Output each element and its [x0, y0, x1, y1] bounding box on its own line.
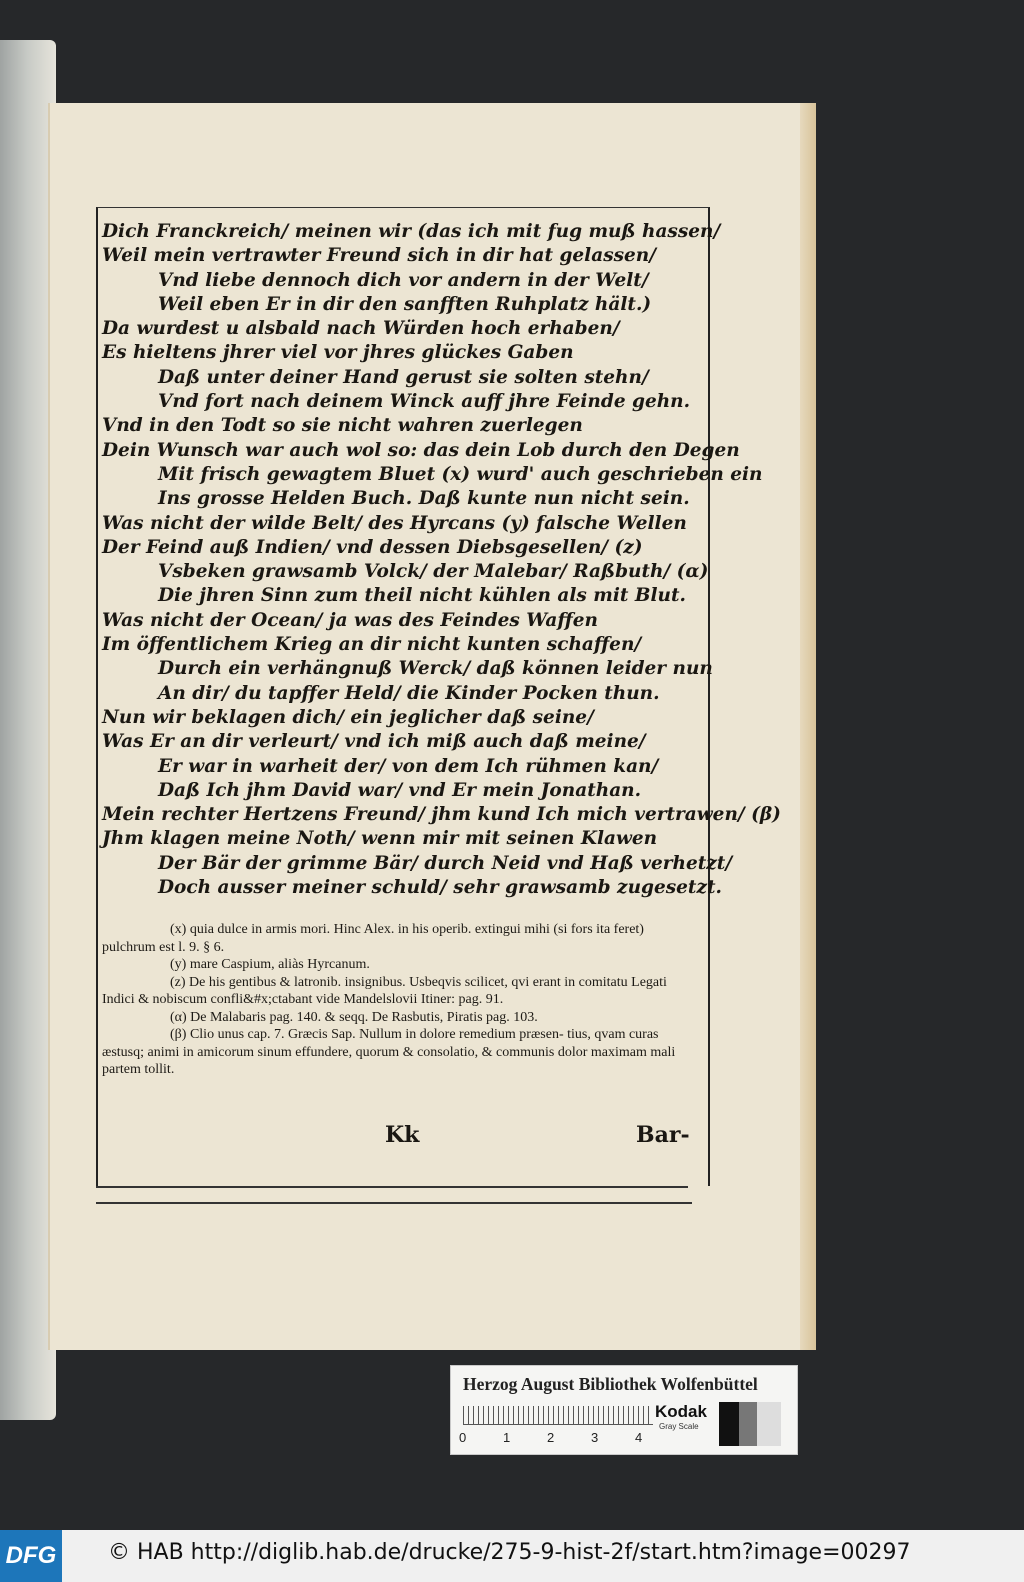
footnote [102, 1009, 697, 1027]
page-edge-shadow [800, 103, 816, 1350]
verse-line: Dich Franckreich/ meinen wir (das ich mit fug muß hassen/ [102, 221, 721, 242]
dfg-logo: DFG [0, 1530, 62, 1582]
verse-line: Die jhren Sinn zum theil nicht kühlen als mit Blut. [158, 585, 686, 607]
ruler-number: 1 [503, 1430, 511, 1445]
verse-line: Der Feind auß Indien/ vnd dessen Diebsgesellen/ (z) [102, 536, 643, 558]
verse-line: Was Er an dir verleurt/ vnd ich miß auch daß meine/ [102, 731, 646, 753]
footnote-first-line: (β) Clio unus cap. 7. Græcis Sap. Nullum in dolore remedium præsen- [170, 1027, 564, 1042]
verse-line: Was nicht der wilde Belt/ des Hyrcans (y) falsche Wellen [102, 512, 687, 534]
verse-line: Im öffentlichem Krieg an dir nicht kunten schaffen/ [102, 634, 642, 656]
verse-line: Doch ausser meiner schuld/ sehr grawsamb zugesetzt. [158, 877, 722, 899]
footnote [102, 956, 697, 974]
verse-line: Jhm klagen meine Noth/ wenn mir mit seinen Klawen [102, 828, 658, 850]
verse-line: Daß Ich jhm David war/ vnd Er mein Jonathan. [158, 779, 642, 801]
verse-line: Weil eben Er in dir den sanfften Ruhplatz hält.) [158, 293, 652, 315]
verse-line: Er war in warheit der/ von dem Ich rühmen kan/ [158, 755, 659, 777]
footnote [102, 974, 697, 1009]
library-color-card [450, 1365, 798, 1455]
verse-line: Vnd fort nach deinem Winck auff jhre Feinde gehn. [158, 391, 691, 413]
verse-line: Weil mein vertrawter Freund sich in dir hat gelassen/ [102, 245, 656, 267]
poem-verses [102, 220, 781, 900]
ruler-number: 0 [459, 1430, 467, 1445]
footnote-continuation: (si fors ita feret) pulchrum est l. 9. § 6. [102, 922, 644, 955]
frame-rule [96, 1186, 688, 1188]
scale-ruler [463, 1406, 653, 1425]
verse-line: Mein rechter Hertzens Freund/ jhm kund Ich mich vertrawen/ (β) [102, 804, 781, 826]
verse-line: Dein Wunsch war auch wol so: das dein Lob durch den Degen [102, 439, 740, 461]
ruler-number: 4 [635, 1430, 643, 1445]
gray-scale-label: Gray Scale [659, 1422, 699, 1431]
verse-line: Vsbeken grawsamb Volck/ der Malebar/ Raßbuth/ (α) [158, 561, 709, 583]
verse-line: Daß unter deiner Hand gerust sie solten stehn/ [158, 366, 649, 388]
footnote-first-line: (α) De Malabaris pag. 140. & seqq. De Rasbutis, Piratis pag. 103. [170, 1009, 538, 1025]
footnote-first-line: (y) mare Caspium, aliàs Hyrcanum. [170, 957, 370, 972]
footer-bar [0, 1530, 1024, 1582]
footnote [102, 921, 697, 956]
light-swatch [757, 1402, 781, 1446]
footnotes [102, 921, 697, 1079]
frame-rule-lower [96, 1202, 692, 1204]
verse-line: Was nicht der Ocean/ ja was des Feindes Waffen [102, 609, 598, 631]
verse-line: Vnd liebe dennoch dich vor andern in der Welt/ [158, 269, 649, 291]
verse-line: Es hieltens jhrer viel vor jhres glückes Gaben [102, 342, 574, 364]
verse-line: Da wurdest u alsbald nach Würden hoch erhaben/ [102, 318, 620, 340]
footnote-continuation: tius, qvam curas æstusq; animi in amicorum sinum effundere, quorum & consolatio, & communis dolor maximam mali partem tollit. [102, 1027, 676, 1077]
verse-line: Mit frisch gewagtem Bluet (x) wurd' auch geschrieben ein [158, 463, 763, 485]
footnote-first-line: (x) quia dulce in armis mori. Hinc Alex. in his operib. extingui mihi [170, 922, 550, 937]
footnote-first-line: (z) De his gentibus & latronib. insignibus. Usbeqvis scilicet, qvi [170, 974, 530, 990]
verse-line: An dir/ du tapffer Held/ die Kinder Pocken thun. [158, 682, 660, 704]
verse-line: Nun wir beklagen dich/ ein jeglicher daß seine/ [102, 706, 594, 728]
verse-line: Durch ein verhängnuß Werck/ daß können leider nun [158, 658, 713, 680]
verse-line: Vnd in den Todt so sie nicht wahren zuerlegen [102, 415, 583, 437]
verse-line: Der Bär der grimme Bär/ durch Neid vnd Haß verhetzt/ [158, 852, 733, 874]
ruler-number: 3 [591, 1430, 599, 1445]
gray-swatch [739, 1402, 757, 1446]
library-name: Herzog August Bibliothek Wolfenbüttel [463, 1374, 758, 1394]
black-swatch [719, 1402, 739, 1446]
copyright-link[interactable]: © HAB http://diglib.hab.de/drucke/275-9-hist-2f/start.htm?image=00297 [108, 1540, 911, 1565]
ruler-number: 2 [547, 1430, 555, 1445]
kodak-logo: Kodak [655, 1402, 707, 1421]
footnote-continuation: erant in comitatu Legati Indici & nobiscum confli&#x;ctabant vide Mandelslovii Itiner: pag. 91. [102, 974, 667, 1007]
signature-mark: Kk [385, 1122, 420, 1148]
catchword: Bar- [636, 1122, 690, 1148]
footnote [102, 1026, 697, 1079]
verse-line: Ins grosse Helden Buch. Daß kunte nun nicht sein. [158, 488, 690, 510]
